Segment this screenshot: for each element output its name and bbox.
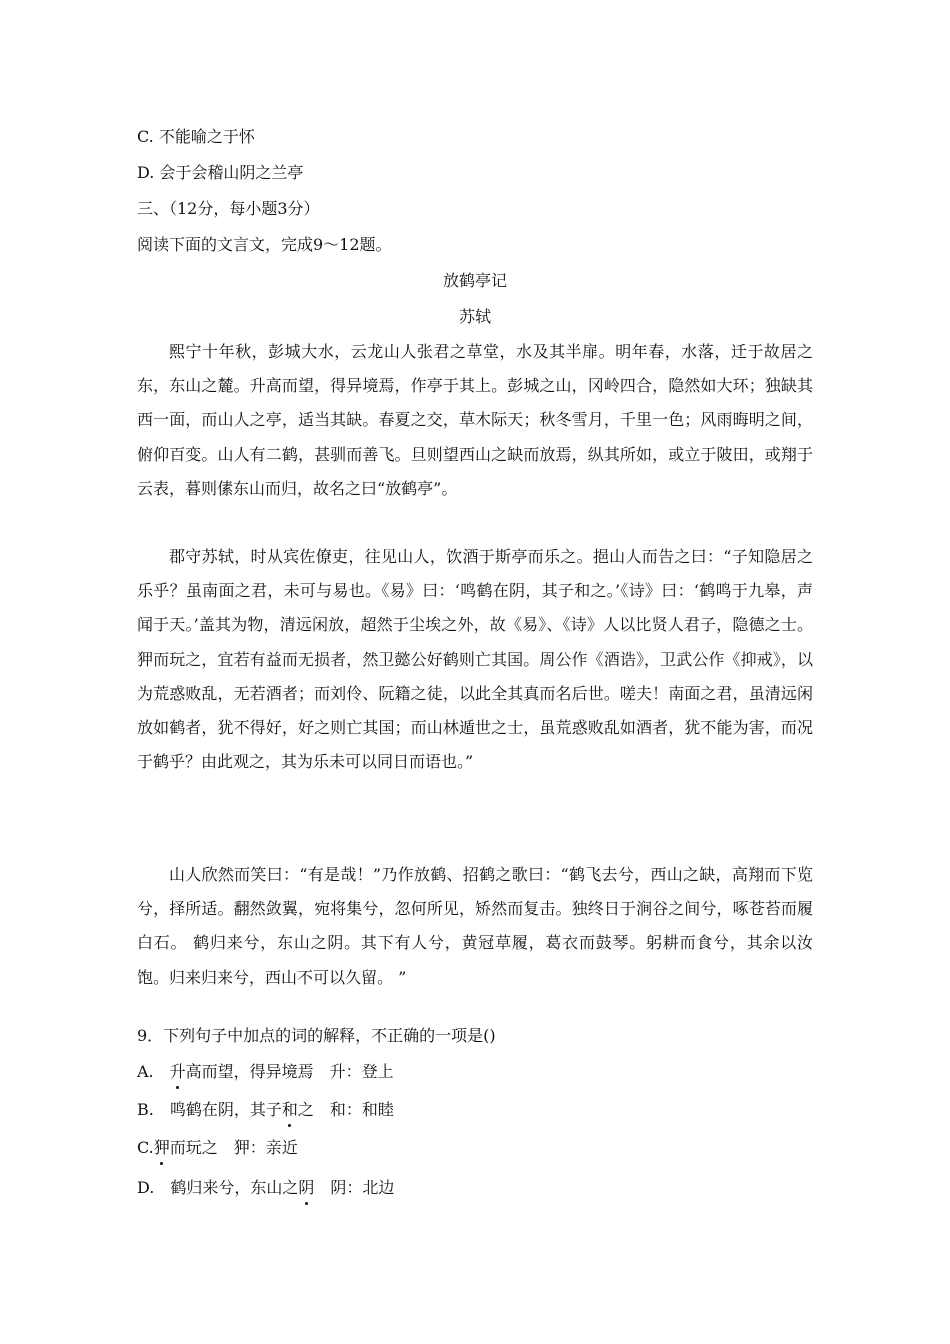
dotted-word: 狎 — [153, 1138, 170, 1157]
option-letter: A. — [137, 1062, 154, 1081]
option-explanation: 和：和睦 — [329, 1100, 394, 1119]
article-paragraph-1: 熙宁十年秋，彭城大水，云龙山人张君之草堂，水及其半扉。明年春，水落，迁于故居之东，东山之麓。升高而望，得异境焉，作亭于其上。彭城之山，冈岭四合，隐然如大环；独缺其西一面，而山人之亭，适当其缺。春夏之交，草木际天；秋冬雪月，千里一色；风雨晦明之间，俯仰百变。山人有二鹤，甚驯而善飞。旦则望西山之缺而放焉，纵其所如，或立于陂田，或翔于云表，暮则傃东山而归，故名之曰“放鹤亭”。 — [137, 342, 813, 498]
question-option-b — [137, 1099, 394, 1121]
section-instruction: 阅读下面的文言文，完成9～12题。 — [137, 235, 392, 254]
option-text-post: 高而望，得异境焉 — [185, 1062, 314, 1081]
article-paragraph-3: 山人欣然而笑曰：“有是哉！”乃作放鹤、招鹤之歌曰：“鹤飞去兮，西山之缺，高翔而下览兮，择所适。翻然敛翼，宛将集兮，忽何所见，矫然而复击。独终日于涧谷之间兮，啄苍苔而履白石。 鹤归来兮，东山之阴。其下有人兮，黄冠草履，葛衣而鼓琴。躬耕而食兮，其余以汝饱。归来归来兮，西山不可以久留。 ” — [137, 865, 813, 987]
option-explanation: 升：登上 — [329, 1062, 394, 1081]
article-author: 苏轼 — [458, 307, 491, 326]
option-letter: D. — [137, 1178, 155, 1197]
article-paragraph-2: 郡守苏轼，时从宾佐僚吏，往见山人，饮酒于斯亭而乐之。挹山人而告之曰：“子知隐居之乐乎？虽南面之君，未可与易也。《易》曰：‘鸣鹤在阴，其子和之。’《诗》曰：‘鹤鸣于九皋，声闻于天。’盖其为物，清远闲放，超然于尘埃之外，故《易》、《诗》人以比贤人君子，隐德之士。狎而玩之，宜若有益而无损者，然卫懿公好鹤则亡其国。周公作《酒诰》，卫武公作《抑戒》，以为荒惑败乱，无若酒者；而刘伶、阮籍之徒，以此全其真而名后世。嗟夫！南面之君，虽清远闲放如鹤者，犹不得好，好之则亡其国；而山林遁世之士，虽荒惑败乱如酒者，犹不能为害，而况于鹤乎？由此观之，其为乐未可以同日而语也。” — [137, 547, 813, 772]
question-option-d — [137, 1177, 394, 1199]
option-letter: C. — [137, 1138, 154, 1157]
section-heading: 三、（12分，每小题3分） — [137, 199, 320, 218]
option-text-post: 而玩之 — [169, 1138, 218, 1157]
option-text-post: 之 — [297, 1100, 314, 1119]
option-letter: B. — [137, 1100, 154, 1119]
dotted-word: 升 — [169, 1062, 186, 1081]
question-option-a — [137, 1061, 394, 1083]
article-title: 放鹤亭记 — [442, 271, 507, 290]
option-text-pre: 鹤归来兮，东山之 — [170, 1178, 299, 1197]
question-option-c — [137, 1137, 298, 1159]
option-explanation: 阴：北边 — [330, 1178, 395, 1197]
option-c-prev: C. 不能喻之于怀 — [137, 127, 255, 146]
question-stem: 9．下列句子中加点的词的解释，不正确的一项是() — [137, 1026, 496, 1045]
dotted-word: 阴 — [298, 1178, 315, 1197]
option-explanation: 狎：亲近 — [233, 1138, 298, 1157]
option-d-prev: D. 会于会稽山阴之兰亭 — [137, 163, 304, 182]
dotted-word: 和 — [281, 1100, 298, 1119]
option-text-pre: 鸣鹤在阴，其子 — [169, 1100, 282, 1119]
